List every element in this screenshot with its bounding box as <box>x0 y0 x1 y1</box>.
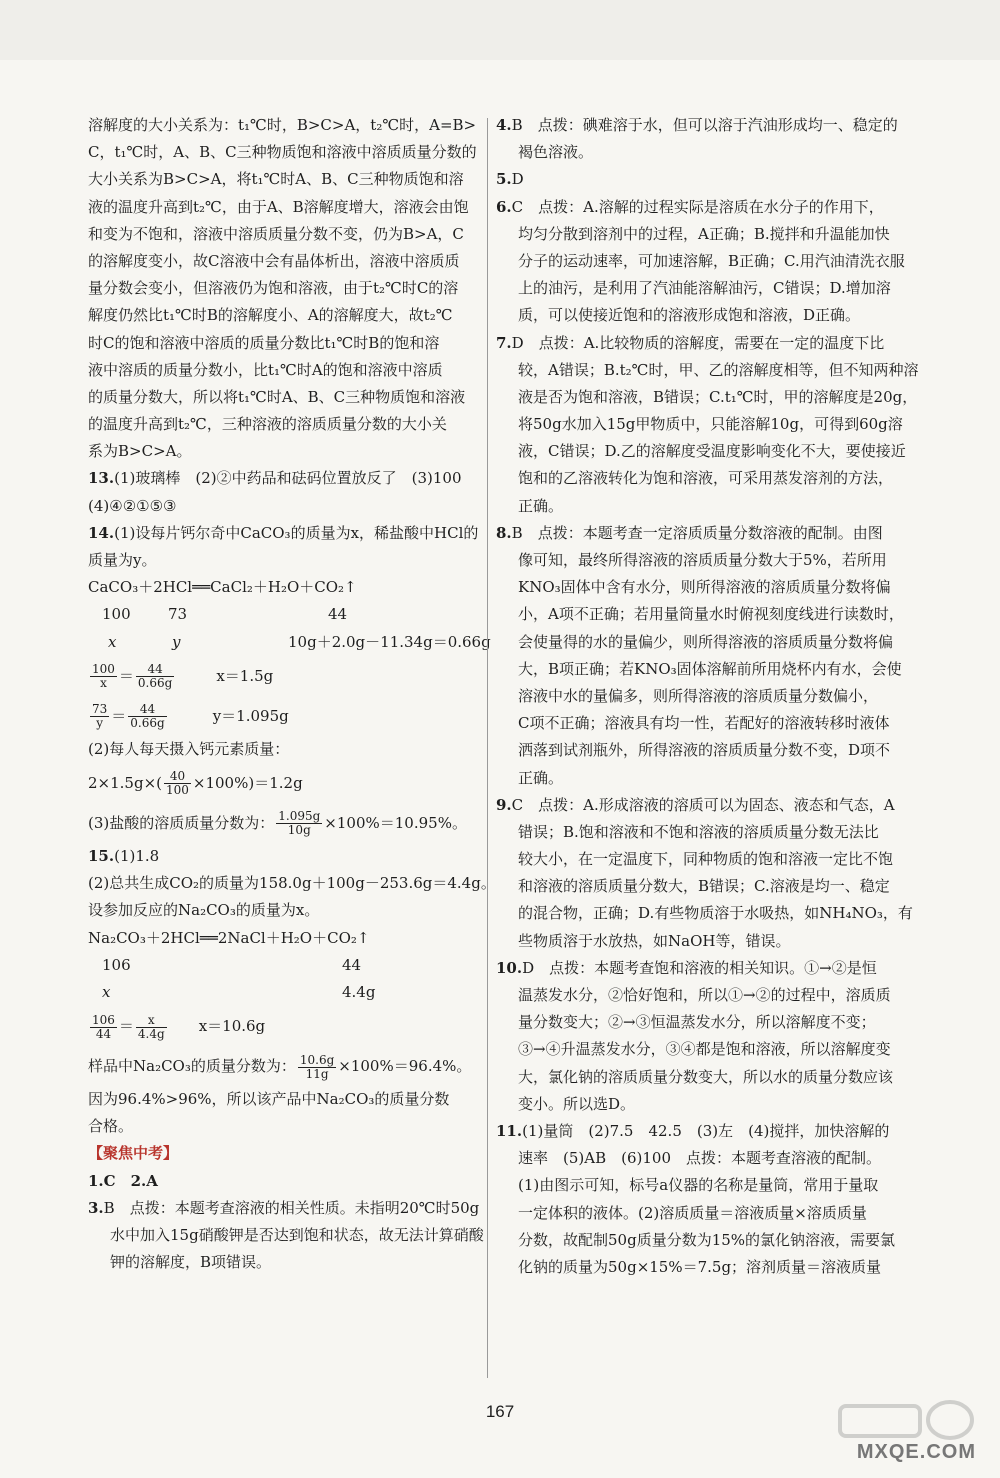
q15-part2: (2)总共生成CO₂的质量为158.0g＋100g－253.6g＝4.4g。 <box>88 874 496 893</box>
q12-line-4: 液的温度升高到t₂℃，由于A、B溶解度增大，溶液会由饱 <box>88 197 469 216</box>
q15-part2-let: 设参加反应的Na₂CO₃的质量为x。 <box>88 901 320 920</box>
q3-number: 3. <box>88 1198 104 1217</box>
q11-line-4: 一定体积的液体。(2)溶质质量＝溶液质量×溶质质量 <box>518 1203 867 1222</box>
q12-line-11: 的质量分数大，所以将t₁℃时A、B、C三种物质饱和溶液 <box>88 387 466 406</box>
q11-number: 11. <box>496 1121 523 1140</box>
q12-line-1: 溶解度的大小关系为：t₁℃时，B>C>A，t₂℃时，A=B> <box>88 116 477 134</box>
q8-line-4: 小，A项不正确；若用量筒量水时俯视刻度线进行读数时， <box>518 605 904 624</box>
q8-line-1 <box>496 520 910 547</box>
q15-molar-masses: 106 44 <box>102 955 362 974</box>
q4-line-2: 褐色溶液。 <box>518 143 594 162</box>
q11-line-3: (1)由图示可知，标号a仪器的名称是量筒，常用于量取 <box>518 1176 879 1195</box>
column-divider <box>487 118 488 1378</box>
q3-line-1 <box>88 1195 483 1222</box>
q6-line-3: 分子的运动速率，可加速溶解，B正确；C.用汽油清洗衣服 <box>518 251 905 270</box>
q5-text: D <box>511 170 524 189</box>
q9-line-6: 些物质溶于水放热，如NaOH等，错误。 <box>518 931 791 950</box>
q14-ratio-y: $\frac{73}{y}$ ＝ $\frac{44}{0.66g}$ y＝1.095g <box>92 702 289 731</box>
q7-line-4: 将50g水加入15g甲物质中，只能溶解10g，可得到60g溶 <box>518 415 903 434</box>
q4-line-1 <box>496 112 910 139</box>
q15-conclusion-2: 合格。 <box>88 1117 134 1136</box>
q8-line-3: KNO₃固体中含有水分，则所得溶液的溶质质量分数将偏 <box>518 578 891 597</box>
q6-text: C 点拨：A.溶解的过程实际是溶质在水分子的作用下， <box>511 197 884 216</box>
q7-line-1 <box>496 330 910 357</box>
q7-line-6: 饱和的乙溶液转化为饱和溶液，可采用蒸发溶剂的方法， <box>518 469 894 488</box>
q14-part3: (3)盐酸的溶质质量分数为： $\frac{1.095g}{10g}$ ×100%＝10.95%。 <box>88 809 467 838</box>
q15-ratio: $\frac{106}{44}$ ＝ $\frac{x}{4.4g}$ x＝10.6g <box>92 1012 266 1041</box>
q7-line-7: 正确。 <box>518 496 564 515</box>
q14-molar-masses: 100 73 44 <box>102 605 348 624</box>
q11-line-1 <box>496 1118 910 1145</box>
q12-line-12: 的温度升高到t₂℃，三种溶液的溶质质量分数的大小关 <box>88 415 447 434</box>
q11-line-2: 速率 (5)AB (6)100 点拨：本题考查溶液的配制。 <box>518 1149 881 1168</box>
q8-line-5: 会使量得的水的量偏少，则所得溶液的溶质质量分数将偏 <box>518 632 894 651</box>
q4-text: B 点拨：碘难溶于水，但可以溶于汽油形成均一、稳定的 <box>511 116 898 134</box>
q10-text: D 点拨：本题考查饱和溶液的相关知识。①→②是恒 <box>522 958 877 977</box>
q12-line-10: 液中溶质的质量分数小，比t₁℃时A的饱和溶液中溶质 <box>88 360 443 379</box>
q8-number: 8. <box>496 523 512 542</box>
q12-line-2: C，t₁℃时，A、B、C三种物质饱和溶液中溶质质量分数的 <box>88 143 477 162</box>
q8-line-9: 洒落到试剂瓶外，所得溶液的溶质质量分数不变，D项不 <box>518 741 891 760</box>
q8-line-6: 大，B项正确；若KNO₃固体溶解前所用烧杯内有水，会使 <box>518 659 902 678</box>
q14-line2: 质量为y。 <box>88 551 157 569</box>
q12-line-7: 量分数会变小，但溶液仍为饱和溶液，由于t₂℃时C的溶 <box>88 279 459 298</box>
q9-line-5: 的混合物，正确；D.有些物质溶于水吸热，如NH₄NO₃，有 <box>518 904 913 923</box>
q10-line-1 <box>496 955 910 982</box>
q11-text: (1)量筒 (2)7.5 42.5 (3)左 (4)搅拌，加快溶解的 <box>522 1121 890 1140</box>
q12-line-3: 大小关系为B>C>A，将t₁℃时A、B、C三种物质饱和溶 <box>88 170 464 189</box>
q10-line-4: ③→④升温蒸发水分，③④都是饱和溶液，所以溶解度变 <box>518 1040 891 1059</box>
q15-variables: x 4.4g <box>102 982 376 1001</box>
q5-line-1 <box>496 166 910 193</box>
q5-number: 5. <box>496 170 512 189</box>
q3-line-2: 水中加入15g硝酸钾是否达到饱和状态，故无法计算硝酸 <box>110 1226 484 1244</box>
q8-line-2: 像可知，最终所得溶液的溶质质量分数大于5%，若所用 <box>518 551 887 569</box>
q3-line-3: 钾的溶解度，B项错误。 <box>110 1253 272 1272</box>
right-questions <box>496 112 919 1281</box>
q13-line1: 13.(1)玻璃棒 (2)②中药品和砝码位置放反了 (3)100 <box>88 469 462 488</box>
q6-line-2: 均匀分散到溶剂中的过程，A正确；B.搅拌和升温能加快 <box>518 224 890 243</box>
q15-equation: Na₂CO₃＋2HCl══2NaCl＋H₂O＋CO₂↑ <box>88 928 370 947</box>
q15-sample-fraction: 样品中Na₂CO₃的质量分数为： $\frac{10.6g}{11g}$ ×100%＝96.4%。 <box>88 1052 472 1081</box>
q13-line2: (4)④②①⑤③ <box>88 496 177 515</box>
q10-line-6: 变小。所以选D。 <box>518 1094 636 1113</box>
watermark-text: MXQE.COM <box>856 1441 976 1463</box>
q14-equation: CaCO₃＋2HCl══CaCl₂＋H₂O＋CO₂↑ <box>88 578 357 597</box>
q12-line-13: 系为B>C>A。 <box>88 442 192 461</box>
q7-number: 7. <box>496 333 512 352</box>
q14-line1: 14.(1)设每片钙尔奇中CaCO₃的质量为x，稀盐酸中HCl的 <box>88 523 479 542</box>
q7-line-5: 液，C错误；D.乙的溶解度受温度影响变化不大，要使接近 <box>518 442 906 461</box>
q8-line-8: C项不正确；溶液具有均一性，若配好的溶液转移时液体 <box>518 714 890 733</box>
q6-line-5: 质，可以使接近饱和的溶液形成饱和溶液，D正确。 <box>518 306 861 325</box>
q8-line-10: 正确。 <box>518 768 564 787</box>
q12-line-9: 时C的饱和溶液中溶质的质量分数比t₁℃时B的饱和溶 <box>88 333 440 352</box>
q14-variables: x y 10g＋2.0g－11.34g＝0.66g <box>108 632 491 651</box>
q12-continuation <box>88 112 483 465</box>
page-number: 167 <box>485 1402 515 1421</box>
q15-conclusion-1: 因为96.4%>96%，所以该产品中Na₂CO₃的质量分数 <box>88 1090 450 1109</box>
q10-number: 10. <box>496 958 523 977</box>
q8-text: B 点拨：本题考查一定溶质质量分数溶液的配制。由图 <box>511 523 883 542</box>
q14-ratio-x: $\frac{100}{x}$ ＝ $\frac{44}{0.66g}$ x＝1.5g <box>92 662 274 691</box>
section-title: 【聚焦中考】 <box>88 1144 179 1163</box>
q9-number: 9. <box>496 795 512 814</box>
left-column <box>88 112 496 1276</box>
q12-line-5: 和变为不饱和，溶液中溶质质量分数不变，仍为B>A，C <box>88 224 464 243</box>
q14-part2: (2)每人每天摄入钙元素质量： <box>88 739 290 758</box>
page-top-edge <box>0 0 1000 60</box>
q10-line-3: 量分数变大；②→③恒温蒸发水分，所以溶解度不变； <box>518 1013 876 1032</box>
q8-line-7: 溶液中水的量偏多，则所得溶液的溶质质量分数偏小， <box>518 686 879 705</box>
q9-line-3: 较大小，在一定温度下，同种物质的饱和溶液一定比不饱 <box>518 850 894 869</box>
q9-text: C 点拨：A.形成溶液的溶质可以为固态、液态和气态，A <box>511 795 895 814</box>
q9-line-2: 错误；B.饱和溶液和不饱和溶液的溶质质量分数无法比 <box>518 822 879 841</box>
q6-number: 6. <box>496 197 512 216</box>
q15-part1: 15.(1)1.8 <box>88 846 160 865</box>
q9-line-1 <box>496 792 910 819</box>
q6-line-1 <box>496 194 910 221</box>
q14-part2-calc: 2×1.5g×( $\frac{40}{100}$ ×100%)＝1.2g <box>88 769 303 798</box>
q12-line-8: 解度仍然比t₁℃时B的溶解度小、A的溶解度大，故t₂℃ <box>88 306 453 325</box>
q3-text: B 点拨：本题考查溶液的相关性质。未指明20℃时50g <box>103 1198 480 1217</box>
q11-line-5: 分数，故配制50g质量分数为15%的氯化钠溶液，需要氯 <box>518 1230 896 1249</box>
answers-1-2: 1.C 2.A <box>88 1171 158 1190</box>
q7-line-2: 较，A错误；B.t₂℃时，甲、乙的溶解度相等，但不知两种溶 <box>518 360 919 379</box>
q7-text: D 点拨：A.比较物质的溶解度，需要在一定的温度下比 <box>511 333 885 352</box>
q6-line-4: 上的油污，是利用了汽油能溶解油污，C错误；D.增加溶 <box>518 279 891 298</box>
q12-line-6: 的溶解度变小，故C溶液中会有晶体析出，溶液中溶质质 <box>88 251 460 270</box>
q7-line-3: 液是否为饱和溶液，B错误；C.t₁℃时，甲的溶解度是20g， <box>518 387 918 406</box>
q10-line-5: 大，氯化钠的溶质质量分数变大，所以水的质量分数应该 <box>518 1067 894 1086</box>
q10-line-2: 温蒸发水分，②恰好饱和，所以①→②的过程中，溶质质 <box>518 986 891 1004</box>
q3-block <box>88 1195 483 1277</box>
q9-line-4: 和溶液的溶质质量分数大，B错误；C.溶液是均一、稳定 <box>518 877 890 896</box>
q11-line-6: 化钠的质量为50g×15%＝7.5g；溶剂质量＝溶液质量 <box>518 1257 882 1276</box>
right-column <box>496 112 919 1281</box>
q4-number: 4. <box>496 116 512 134</box>
